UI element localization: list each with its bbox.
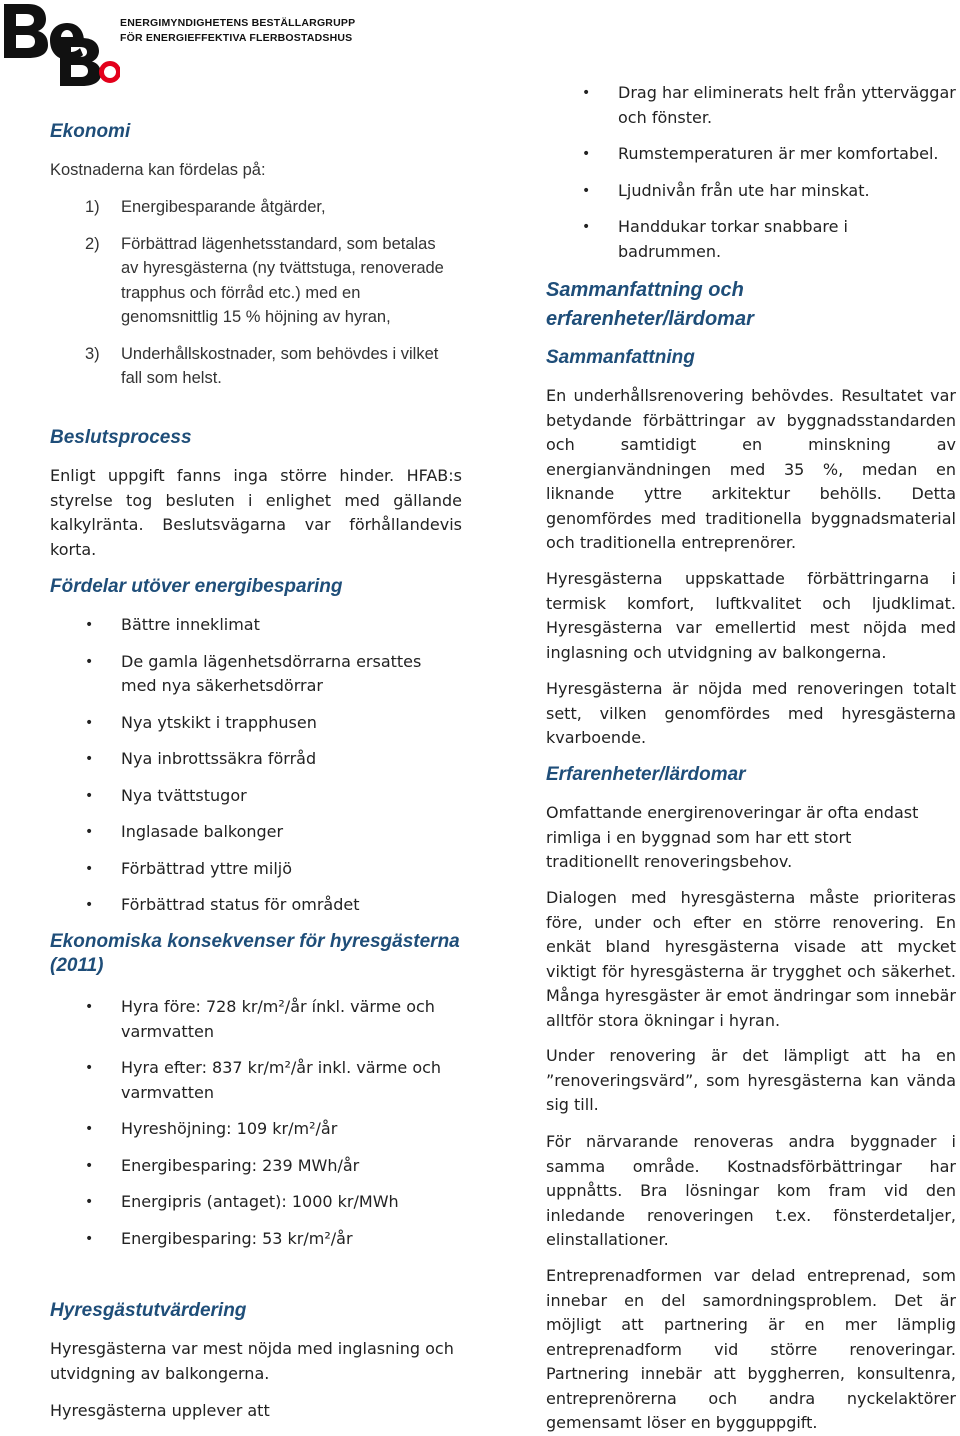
erfarenheter-p1: Omfattande energirenoveringar är ofta endast rimliga i en byggnad som har ett stort traditionellt renoveringsbehov. <box>546 803 919 871</box>
list-item <box>50 820 462 845</box>
fordelar-list <box>50 613 462 930</box>
bullet-icon: • <box>85 860 94 877</box>
konsekvens-list <box>50 995 462 1263</box>
heading-fordelar: Fördelar utöver energibesparing <box>50 576 343 597</box>
bullet-icon: • <box>582 182 591 199</box>
list-item <box>546 215 918 264</box>
list-item-text: Hyreshöjning: 109 kr/m²/år <box>121 1119 338 1138</box>
heading-sammanfattning: Sammanfattning <box>546 347 695 368</box>
bullet-icon: • <box>85 653 94 670</box>
erfarenheter-p2: Dialogen med hyresgästerna måste prioriteras före, under och efter en större renovering. En enkät bland hyresgästerna visade att mycket viktigt för hyresgästerna är trygghet och säkerhet. Många hyresgäster är emot ändringar som innebär alltför stora ökningar i hyran. <box>546 888 956 1030</box>
bullet-icon: • <box>582 85 591 101</box>
bullet-icon: • <box>85 751 94 767</box>
list-item <box>50 195 462 220</box>
page-header <box>0 0 420 90</box>
list-item <box>50 1056 456 1105</box>
heading-ekonomi: Ekonomi <box>50 121 131 142</box>
list-item <box>50 893 462 918</box>
list-item <box>50 784 462 809</box>
list-item-text: Rumstemperaturen är mer komfortabel. <box>618 144 939 163</box>
list-item-text: Nya inbrottssäkra förråd <box>121 749 317 768</box>
sammanfattning-p2: Hyresgästerna uppskattade förbättringarna i termisk komfort, luftkvalitet och ljudklimat. Hyresgästerna var emellertid mest nöjda med inglasning och utvidgning av balkongerna. <box>546 569 956 662</box>
heading-konsekvenser: Ekonomiska konsekvenser för hyresgästerna (2011) <box>50 931 460 976</box>
list-item-text: Nya ytskikt i trapphusen <box>121 712 317 732</box>
list-item-text: Drag har eliminerats helt från ytterväggar och fönster. <box>618 83 956 127</box>
list-item-text: Energibesparing: 239 MWh/år <box>121 1155 360 1175</box>
bullet-icon: • <box>582 219 591 235</box>
list-item-text: De gamla lägenhetsdörrarna ersattes med nya säkerhetsdörrar <box>121 651 422 695</box>
list-item <box>50 613 462 638</box>
list-item <box>50 1227 462 1252</box>
sammanfattning-p3: Hyresgästerna är nöjda med renoveringen totalt sett, vilken genomfördes med hyresgästerna kvarboende. <box>546 679 956 747</box>
erfarenheter-p3: Under renovering är det lämpligt att ha en ”renoveringsvärd”, som hyresgästerna kan vända sig till. <box>546 1046 956 1114</box>
bullet-icon: • <box>85 1194 94 1210</box>
list-item-text: Underhållskostnader, som behövdes i vilket fall som helst. <box>121 344 439 387</box>
list-item-text: Handdukar torkar snabbare i badrummen. <box>618 217 848 261</box>
list-item-text: Hyra före: 728 kr/m²/år ínkl. värme och varmvatten <box>121 997 435 1041</box>
list-item-text: Ljudnivån från ute har minskat. <box>618 180 870 200</box>
list-item-text: Energibesparing: 53 kr/m²/år <box>121 1228 353 1248</box>
bebo-logo <box>2 2 120 86</box>
list-item <box>50 747 462 772</box>
list-number: 3) <box>85 344 100 363</box>
heading-hyresgastutvardering: Hyresgästutvärdering <box>50 1300 247 1321</box>
utvardering-text: Hyresgästerna var mest nöjda med inglasning och utvidgning av balkongerna. <box>50 1339 454 1383</box>
bullet-icon: • <box>85 824 94 840</box>
bullet-icon: • <box>85 617 94 633</box>
list-item <box>50 995 456 1044</box>
bullet-icon: • <box>85 1157 94 1174</box>
bullet-icon: • <box>582 146 591 162</box>
list-item <box>546 81 956 130</box>
list-item <box>50 232 451 330</box>
upplever-list <box>546 81 956 276</box>
heading-erfarenheter: Erfarenheter/lärdomar <box>546 764 746 785</box>
sammanfattning-p1: En underhållsrenovering behövdes. Resultatet var betydande förbättringar av byggnadsstandarden och samtidigt en minskning av energianvändningen med 35 %, medan en liknande yttre arkitektur behölls. Detta genomfördes med traditionella byggnadsmaterial och traditionella entreprenörer. <box>546 386 956 552</box>
ekonomi-intro: Kostnaderna kan fördelas på: <box>50 161 266 179</box>
heading-sammanfattning-erfarenheter: Sammanfattning och erfarenheter/lärdomar <box>546 279 754 330</box>
bullet-icon: • <box>85 897 94 913</box>
heading-beslutsprocess: Beslutsprocess <box>50 427 192 448</box>
list-item-text: Förbättrad yttre miljö <box>121 858 293 878</box>
list-number: 1) <box>85 198 100 216</box>
list-item-text: Nya tvättstugor <box>121 785 247 805</box>
list-item <box>50 342 451 391</box>
list-item-text: Hyra efter: 837 kr/m²/år inkl. värme och varmvatten <box>121 1058 442 1102</box>
list-item <box>50 1154 462 1179</box>
bullet-icon: • <box>85 999 94 1015</box>
list-item <box>546 179 956 204</box>
bullet-icon: • <box>85 1060 94 1076</box>
list-item <box>50 1190 462 1215</box>
bullet-icon: • <box>85 1230 94 1247</box>
upplever-text: Hyresgästerna upplever att <box>50 1401 270 1420</box>
list-number: 2) <box>85 234 100 253</box>
list-item <box>50 1117 462 1142</box>
list-item-text: Inglasade balkonger <box>121 822 284 841</box>
erfarenheter-p4: För närvarande renoveras andra byggnader i samma område. Kostnadsförbättringar har uppnåtts. Bra lösningar kom fram vid den inledande renoveringen t.ex. fönsterdetaljer, elinstallationer. <box>546 1132 956 1249</box>
list-item-text: Förbättrad status för området <box>121 895 360 914</box>
bullet-icon: • <box>85 1121 94 1137</box>
beslut-text: Enligt uppgift fanns inga större hinder. HFAB:s styrelse tog besluten i enlighet med gällande kalkylränta. Beslutsvägarna var förhållandevis korta. <box>50 466 462 559</box>
list-item <box>50 650 441 699</box>
list-item <box>50 857 462 882</box>
list-item <box>50 711 462 736</box>
cost-list <box>50 195 462 403</box>
list-item <box>546 142 956 167</box>
org-name-line1: ENERGIMYNDIGHETENS BESTÄLLARGRUPP <box>120 17 356 29</box>
erfarenheter-p5: Entreprenadformen var delad entreprenad, som innebar en del samordningsproblem. Det är möjligt att partnering är en mer lämplig entreprenadform vid större renoveringar. Partnering innebär att byggherren, konsultenra, entreprenörerna och andra nyckelaktörer gemensamt löser en bygguppgift. <box>546 1266 956 1432</box>
org-name <box>120 16 355 46</box>
list-item-text: Energibesparande åtgärder, <box>121 198 326 216</box>
bullet-icon: • <box>85 714 94 731</box>
list-item-text: Energipris (antaget): 1000 kr/MWh <box>121 1192 399 1211</box>
org-name-line2: FÖR ENERGIEFFEKTIVA FLERBOSTADSHUS <box>120 32 353 44</box>
list-item-text: Bättre inneklimat <box>121 615 260 634</box>
bullet-icon: • <box>85 787 94 804</box>
list-item-text: Förbättrad lägenhetsstandard, som betalas av hyresgästerna (ny tvättstuga, renoverade trapphus och förråd etc.) med en genomsnittlig 15 % höjning av hyran, <box>121 234 444 326</box>
